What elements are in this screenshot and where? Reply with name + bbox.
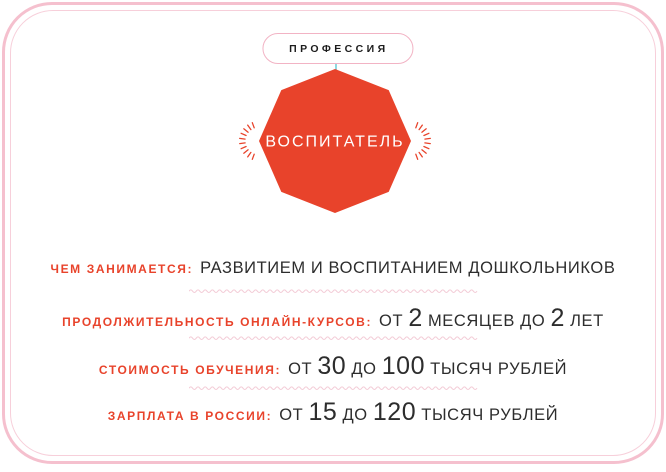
fact-row	[0, 255, 666, 282]
fact-text: ЛЕТ	[564, 312, 604, 330]
fact-value	[288, 352, 568, 380]
fact-text: РАЗВИТИЕМ И ВОСПИТАНИЕМ ДОШКОЛЬНИКОВ	[200, 259, 616, 277]
fact-number: 2	[550, 304, 565, 332]
wavy-divider-path	[189, 290, 477, 293]
fact-label: СТОИМОСТЬ ОБУЧЕНИЯ:	[98, 363, 282, 377]
fact-value	[200, 260, 615, 277]
fact-label: ПРОДОЛЖИТЕЛЬНОСТЬ ОНЛАЙН-КУРСОВ:	[62, 315, 373, 329]
wavy-divider	[189, 288, 479, 294]
wavy-divider-path	[189, 337, 477, 340]
fact-text: ДО	[346, 360, 382, 378]
fact-row	[0, 399, 666, 429]
fact-label: ЧЕМ ЗАНИМАЕТСЯ:	[50, 262, 194, 276]
wavy-divider-path	[189, 387, 477, 390]
fact-number: 15	[308, 398, 338, 426]
fact-text: ОТ	[379, 312, 409, 330]
fact-number: 120	[372, 398, 417, 426]
fact-text: ТЫСЯЧ РУБЛЕЙ	[416, 406, 559, 424]
fact-text: МЕСЯЦЕВ ДО	[422, 312, 551, 330]
fact-value	[279, 398, 559, 426]
fact-text: ОТ	[288, 360, 318, 378]
fact-value	[379, 304, 604, 332]
fact-text: ТЫСЯЧ РУБЛЕЙ	[425, 360, 568, 378]
wavy-divider	[189, 385, 479, 391]
fact-text: ОТ	[279, 406, 309, 424]
profession-name: ВОСПИТАТЕЛЬ	[265, 133, 405, 151]
fact-number: 30	[317, 352, 347, 380]
fact-number: 100	[381, 352, 425, 380]
profession-tag-label: ПРОФЕССИЯ	[289, 42, 389, 55]
fact-number: 2	[408, 304, 423, 332]
fact-row	[0, 305, 666, 335]
fact-label: ЗАРПЛАТА В РОССИИ:	[107, 409, 273, 423]
fact-text: ДО	[337, 406, 373, 424]
wavy-divider	[189, 335, 479, 341]
profession-tag	[262, 33, 413, 64]
fact-row	[0, 353, 666, 383]
